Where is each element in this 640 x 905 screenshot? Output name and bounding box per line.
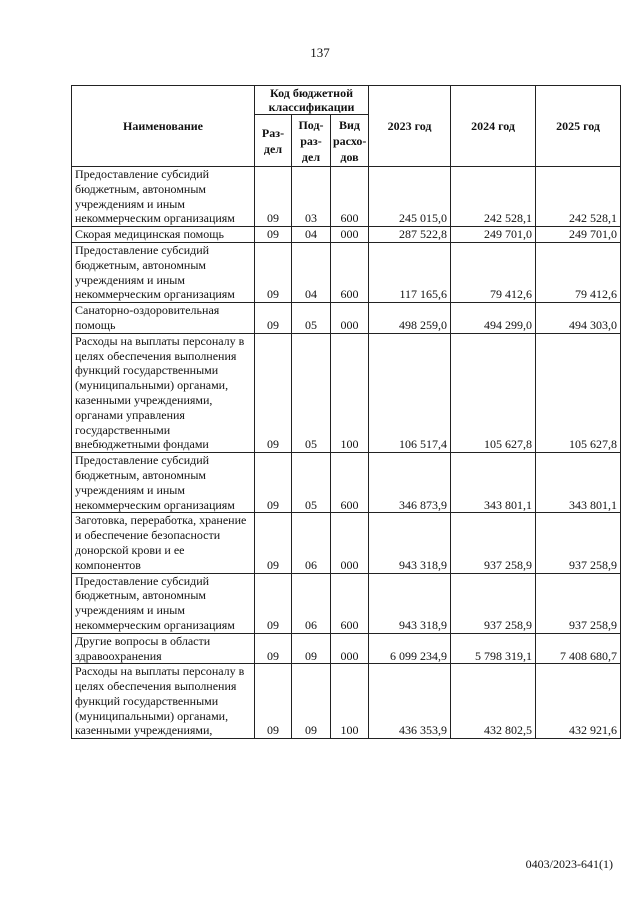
row-name: Расходы на выплаты персоналу в целях обеспечения выполнения функций государственными (муниципальными) органами, казенными учреждениями, органами управления государственными внебюджетными фондами	[72, 333, 255, 452]
row-2023: 943 318,9	[369, 573, 451, 633]
row-name: Другие вопросы в области здравоохранения	[72, 633, 255, 664]
row-expense-type: 000	[331, 513, 369, 573]
row-expense-type: 000	[331, 227, 369, 243]
row-2023: 436 353,9	[369, 664, 451, 739]
row-name: Предоставление субсидий бюджетным, автономным учреждениям и иным некоммерческим организациям	[72, 453, 255, 513]
row-name: Скорая медицинская помощь	[72, 227, 255, 243]
row-2024: 242 528,1	[451, 167, 536, 227]
row-2025: 937 258,9	[536, 573, 621, 633]
row-subsection: 06	[292, 513, 331, 573]
row-name: Заготовка, переработка, хранение и обеспечение безопасности донорской крови и ее компонентов	[72, 513, 255, 573]
row-name: Предоставление субсидий бюджетным, автономным учреждениям и иным некоммерческим организациям	[72, 167, 255, 227]
table-row	[72, 633, 621, 664]
row-2024: 937 258,9	[451, 513, 536, 573]
table-row	[72, 227, 621, 243]
row-subsection: 05	[292, 453, 331, 513]
table-row	[72, 664, 621, 739]
row-2025: 494 303,0	[536, 303, 621, 334]
row-expense-type: 100	[331, 664, 369, 739]
row-2023: 287 522,8	[369, 227, 451, 243]
row-name: Предоставление субсидий бюджетным, автономным учреждениям и иным некоммерческим организациям	[72, 573, 255, 633]
table-row	[72, 513, 621, 573]
row-2024: 249 701,0	[451, 227, 536, 243]
row-name: Расходы на выплаты персоналу в целях обеспечения выполнения функций государственными (муниципальными) органами, казенными учреждениями,	[72, 664, 255, 739]
page-number: 137	[310, 45, 330, 60]
row-section: 09	[255, 333, 292, 452]
row-subsection: 05	[292, 333, 331, 452]
row-2025: 79 412,6	[536, 242, 621, 302]
row-subsection: 09	[292, 664, 331, 739]
header-name: Наименование	[72, 86, 255, 167]
row-subsection: 04	[292, 227, 331, 243]
row-section: 09	[255, 242, 292, 302]
row-section: 09	[255, 664, 292, 739]
header-subsection: Под- раз- дел	[292, 115, 331, 167]
row-section: 09	[255, 573, 292, 633]
row-2024: 343 801,1	[451, 453, 536, 513]
row-2024: 494 299,0	[451, 303, 536, 334]
row-expense-type: 600	[331, 573, 369, 633]
row-2025: 242 528,1	[536, 167, 621, 227]
row-subsection: 04	[292, 242, 331, 302]
row-2025: 7 408 680,7	[536, 633, 621, 664]
budget-table	[71, 85, 621, 739]
row-section: 09	[255, 167, 292, 227]
row-section: 09	[255, 227, 292, 243]
row-section: 09	[255, 633, 292, 664]
row-2025: 432 921,6	[536, 664, 621, 739]
row-2024: 79 412,6	[451, 242, 536, 302]
row-2023: 245 015,0	[369, 167, 451, 227]
row-expense-type: 600	[331, 453, 369, 513]
row-2023: 6 099 234,9	[369, 633, 451, 664]
row-subsection: 05	[292, 303, 331, 334]
header-expense-type: Вид расхо- дов	[331, 115, 369, 167]
row-subsection: 09	[292, 633, 331, 664]
table-row	[72, 303, 621, 334]
row-name: Санаторно-оздоровительная помощь	[72, 303, 255, 334]
table-row	[72, 453, 621, 513]
row-section: 09	[255, 453, 292, 513]
row-2023: 943 318,9	[369, 513, 451, 573]
row-2024: 105 627,8	[451, 333, 536, 452]
row-2023: 498 259,0	[369, 303, 451, 334]
row-2024: 432 802,5	[451, 664, 536, 739]
header-2025: 2025 год	[536, 86, 621, 167]
row-2025: 105 627,8	[536, 333, 621, 452]
row-expense-type: 000	[331, 633, 369, 664]
row-2024: 937 258,9	[451, 573, 536, 633]
row-section: 09	[255, 303, 292, 334]
row-expense-type: 600	[331, 242, 369, 302]
row-name: Предоставление субсидий бюджетным, автономным учреждениям и иным некоммерческим организациям	[72, 242, 255, 302]
table-row	[72, 242, 621, 302]
row-expense-type: 000	[331, 303, 369, 334]
row-2023: 346 873,9	[369, 453, 451, 513]
row-subsection: 06	[292, 573, 331, 633]
row-2025: 937 258,9	[536, 513, 621, 573]
table-row	[72, 167, 621, 227]
document-code: 0403/2023-641(1)	[525, 857, 613, 871]
table-row	[72, 333, 621, 452]
row-subsection: 03	[292, 167, 331, 227]
row-2025: 343 801,1	[536, 453, 621, 513]
row-2025: 249 701,0	[536, 227, 621, 243]
header-2024: 2024 год	[451, 86, 536, 167]
row-2023: 117 165,6	[369, 242, 451, 302]
row-section: 09	[255, 513, 292, 573]
row-expense-type: 100	[331, 333, 369, 452]
row-expense-type: 600	[331, 167, 369, 227]
row-2024: 5 798 319,1	[451, 633, 536, 664]
header-2023: 2023 год	[369, 86, 451, 167]
table-row	[72, 573, 621, 633]
header-section: Раз- дел	[255, 115, 292, 167]
row-2023: 106 517,4	[369, 333, 451, 452]
header-code-group: Код бюджетной классификации	[255, 86, 369, 115]
